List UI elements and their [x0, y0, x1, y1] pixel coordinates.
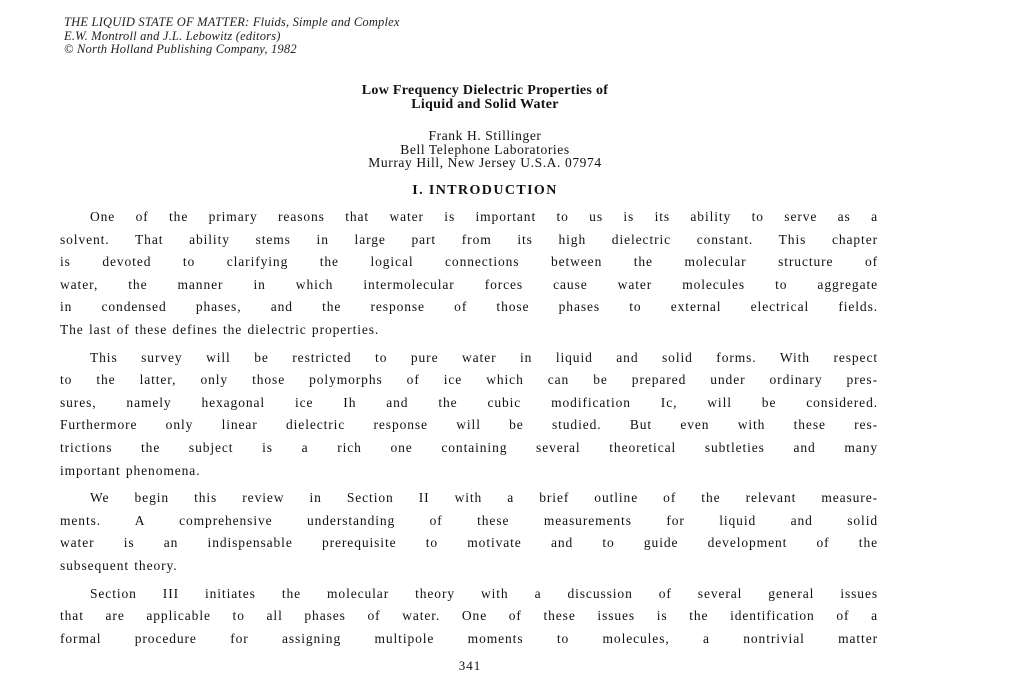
text-line: subsequent theory.	[60, 557, 178, 573]
author-name: Frank H. Stillinger	[428, 128, 542, 143]
section-heading: I. INTRODUCTION	[412, 183, 558, 198]
text-line: sures, namely hexagonal ice Ih and the cubic modification Ic, will be considered.	[60, 394, 878, 410]
text-line: that are applicable to all phases of water. One of these issues is the identification of a	[60, 608, 878, 624]
paragraph	[60, 347, 878, 483]
text-line: ments. A comprehensive understanding of these measurements for liquid and solid	[60, 512, 878, 528]
book-title-line: THE LIQUID STATE OF MATTER: Fluids, Simple and Complex	[64, 15, 400, 29]
text-line: important phenomena.	[60, 462, 201, 478]
paragraph	[60, 487, 878, 577]
text-line: This survey will be restricted to pure water in liquid and solid forms. With respect	[90, 349, 878, 365]
author-address: Murray Hill, New Jersey U.S.A. 07974	[368, 155, 602, 170]
text-line: We begin this review in Section II with a brief outline of the relevant measure-	[90, 490, 878, 506]
body-text	[60, 206, 878, 655]
text-line: One of the primary reasons that water is important to us is its ability to serve as a	[90, 209, 878, 224]
text-line: Section III initiates the molecular theory with a discussion of several general issues	[90, 585, 878, 601]
text-line: water, the manner in which intermolecular forces cause water molecules to aggregate	[60, 276, 878, 292]
author-block	[250, 129, 720, 170]
text-line: The last of these defines the dielectric properties.	[60, 321, 380, 337]
text-line: solvent. That ability stems in large part from its high dielectric constant. This chapter	[60, 231, 878, 247]
text-line: water is an indispensable prerequisite to motivate and to guide development of the	[60, 535, 878, 551]
paper-title-line-2: Liquid and Solid Water	[411, 97, 559, 112]
page-number: 341	[458, 658, 482, 673]
paragraph	[60, 583, 878, 651]
paper-title-line-1: Low Frequency Dielectric Properties of	[361, 83, 609, 98]
text-line: trictions the subject is a rich one containing several theoretical subtleties and many	[60, 439, 878, 455]
text-line: in condensed phases, and the response of those phases to external electrical fields.	[60, 299, 878, 315]
copyright-line: © North Holland Publishing Company, 1982	[64, 42, 297, 56]
paragraph	[60, 206, 878, 342]
paper-title	[250, 84, 720, 112]
text-line: is devoted to clarifying the logical connections between the molecular structure of	[60, 254, 878, 270]
text-line: Furthermore only linear dielectric response will be studied. But even with these res-	[60, 417, 878, 433]
text-line: formal procedure for assigning multipole moments to molecules, a nontrivial matter	[60, 630, 878, 646]
text-line: to the latter, only those polymorphs of ice which can be prepared under ordinary pres-	[60, 372, 878, 388]
editors-line: E.W. Montroll and J.L. Lebowitz (editors)	[64, 28, 281, 43]
author-affiliation: Bell Telephone Laboratories	[400, 141, 570, 157]
book-header	[64, 16, 400, 57]
